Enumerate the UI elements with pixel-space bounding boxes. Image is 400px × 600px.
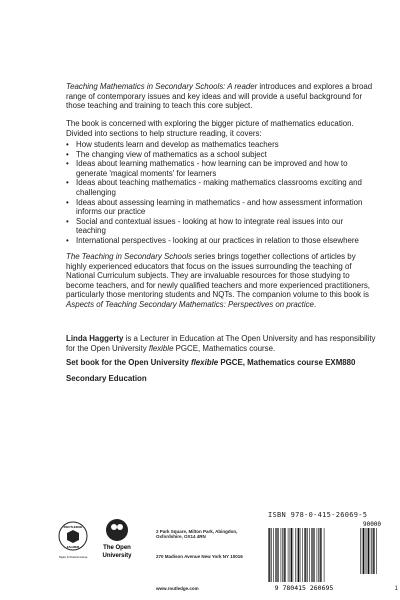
open-university-logo <box>97 516 137 564</box>
isbn-label: ISBN 978-0-415-26069-5 <box>268 511 368 519</box>
svg-text:Taylor & Francis Group: Taylor & Francis Group <box>58 555 88 559</box>
covers-paragraph: The book is concerned with exploring the bigger picture of mathematics education. Divided into sections to help structure reading, it covers: <box>66 119 354 138</box>
flexible-italic: flexible <box>148 343 174 353</box>
intro-paragraph <box>66 82 378 111</box>
topic-item: • How students learn and develop as mathematics teachers <box>66 140 366 150</box>
companion-title-italic: Aspects of Teaching Secondary Mathematics: Perspectives on practice <box>66 299 314 309</box>
svg-text:FALMER: FALMER <box>66 545 80 549</box>
svg-text:ROUTLEDGE: ROUTLEDGE <box>63 525 83 529</box>
svg-text:The Open: The Open <box>103 545 131 551</box>
intro-text: introduces and explores a broad range of contemporary issues and key ideas and will provide a useful background for those teaching and training to teach this core subject. <box>66 82 373 111</box>
series-title-italic: The Teaching in Secondary Schools <box>66 252 193 261</box>
set-book-line <box>66 358 378 368</box>
set-book-text-end: PGCE, Mathematics course EXM880 <box>218 358 356 367</box>
ean-barcode-bars <box>268 528 324 582</box>
author-paragraph <box>66 334 378 353</box>
barcode-digits: 9 780415 260695 <box>274 584 334 592</box>
set-book-flexible: flexible <box>190 358 219 367</box>
topic-item: • Social and contextual issues - looking at how to integrate real issues into our teaching <box>66 217 366 236</box>
publisher-address-uk: 2 Park Square, Milton Park, Abingdon, Oxfordshire, OX14 4RN <box>156 529 238 540</box>
topic-item: • Ideas about assessing learning in mathematics - and how assessment information informs our practice <box>66 198 366 217</box>
price-code: 90000 <box>362 521 382 528</box>
book-title-italic: Teaching Mathematics in Secondary Schools: A reader <box>66 82 258 91</box>
isbn-barcode <box>262 520 386 592</box>
topic-item: • International perspectives - looking at our practices in relation to those elsewhere <box>66 236 366 246</box>
routledgefalmer-logo <box>58 520 88 562</box>
svg-text:University: University <box>102 553 132 559</box>
series-end: . <box>313 299 317 309</box>
author-name: Linda Haggerty <box>66 334 124 343</box>
topic-item: • The changing view of mathematics as a school subject <box>66 150 366 160</box>
page-marker: 1 <box>394 586 398 592</box>
publisher-address-us: 270 Madison Avenue New York NY 10016 <box>156 554 243 559</box>
topic-item: • Ideas about teaching mathematics - making mathematics classrooms exciting and challenging <box>66 178 366 197</box>
set-book-text: Set book for the Open University <box>66 358 191 367</box>
topic-item: • Ideas about learning mathematics - how learning can be improved and how to generate 'magical moments' for learners <box>66 159 366 178</box>
topics-list <box>66 140 366 246</box>
author-text: is a Lecturer in Education at The Open University and has responsibility for the Open University <box>66 334 376 353</box>
category-label: Secondary Education <box>66 374 147 383</box>
author-text-end: PGCE, Mathematics course. <box>173 343 276 353</box>
series-paragraph <box>66 252 378 310</box>
publisher-website: www.routledge.com <box>156 586 199 591</box>
series-text: series brings together collections of articles by highly experienced educators that focus on the issues surrounding the teaching of National Curriculum subjects. They are invaluable resources for those studying to become teachers, and for newly qualified teachers and more experienced practitioners, particularly those mentoring students and NQTs. The companion volume to this book is <box>66 252 370 300</box>
price-barcode-bars <box>360 528 377 574</box>
